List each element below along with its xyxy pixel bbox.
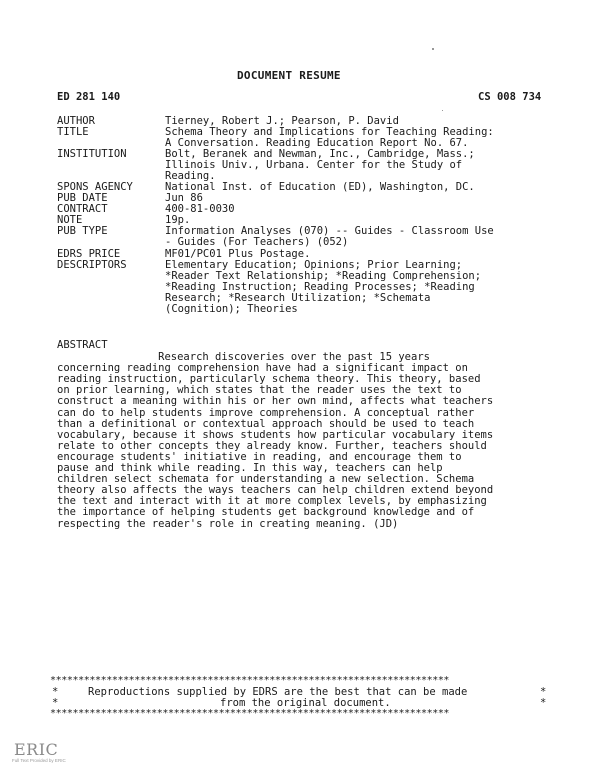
abstract-line: the text and interact with it at more complex levels, by emphasizing [57, 495, 487, 508]
abstract-line: relate to other concepts they already know. Further, teachers should [57, 439, 487, 452]
eric-logo-caption: Full Text Provided by ERIC [12, 758, 66, 763]
abstract-line: Research discoveries over the past 15 years [57, 351, 430, 363]
field-label: NOTE [57, 214, 83, 226]
field-value-line: 400-81-0030 [165, 203, 235, 215]
field-label: PUB TYPE [57, 225, 108, 237]
field-label: CONTRACT [57, 203, 108, 215]
footer-edge-star-left-2: * [52, 697, 59, 709]
ed-number: ED 281 140 [57, 91, 121, 103]
footer-star-line-top: *********************************************************************** [50, 676, 450, 686]
document-title: DOCUMENT RESUME [237, 69, 341, 82]
field-value-line: Schema Theory and Implications for Teaching Reading: [165, 126, 494, 138]
field-value-line: National Inst. of Education (ED), Washington, DC. [165, 181, 475, 193]
abstract-line: vocabulary, because it shows students how particular vocabulary items [57, 428, 494, 441]
abstract-line: pause and think while reading. In this way, teachers can help [57, 462, 443, 474]
field-value-line: (Cognition); Theories [165, 303, 298, 315]
abstract-line: the importance of helping students get background knowledge and of [57, 506, 475, 519]
field-label: INSTITUTION [57, 148, 127, 160]
abstract-line: construct a meaning within his or her own mind, affects what teachers [57, 395, 494, 408]
footer-line-2: from the original document. [220, 697, 391, 709]
footer-edge-star-left-1: * [52, 686, 59, 698]
footer-line-1: Reproductions supplied by EDRS are the best that can be made [88, 686, 468, 698]
abstract-line: concerning reading comprehension have had a significant impact on [57, 362, 468, 375]
abstract-line: encourage students' initiative in reading, and encourage them to [57, 450, 462, 463]
field-value-line: Jun 86 [165, 192, 203, 204]
field-value-line: Bolt, Beranek and Newman, Inc., Cambridge, Mass.; [165, 148, 475, 160]
scan-speck [432, 48, 434, 50]
field-value-line: Information Analyses (070) -- Guides - Classroom Use [165, 225, 494, 237]
field-label: PUB DATE [57, 192, 108, 204]
field-value-line: 19p. [165, 214, 191, 226]
field-value-line: MF01/PC01 Plus Postage. [165, 248, 311, 260]
footer-star-line-bottom: *********************************************************************** [50, 709, 450, 719]
scan-speck [442, 110, 443, 111]
cs-number: CS 008 734 [478, 91, 542, 103]
field-value-line: Illinois Univ., Urbana. Center for the Study of [165, 159, 463, 171]
field-value-line: *Reading Instruction; Reading Processes; *Reading [165, 281, 475, 293]
abstract-line: children select schemata for understanding a new selection. Schema [57, 473, 475, 486]
abstract-line: reading instruction, particularly schema theory. This theory, based [57, 373, 481, 386]
field-label: SPONS AGENCY [57, 181, 133, 193]
footer-edge-star-right-1: * [540, 686, 547, 698]
eric-logo: ERIC [14, 740, 59, 759]
field-value-line: A Conversation. Reading Education Report No. 67. [165, 137, 469, 149]
abstract-line: than a definitional or contextual approach should be used to teach [57, 417, 475, 430]
abstract-line: theory also affects the ways teachers can help children extend beyond [57, 484, 494, 497]
field-label: DESCRIPTORS [57, 259, 127, 271]
footer-edge-star-right-2: * [540, 697, 547, 709]
field-value-line: *Reader Text Relationship; *Reading Comprehension; [165, 270, 482, 282]
field-value-line: Tierney, Robert J.; Pearson, P. David [165, 115, 399, 127]
field-label: TITLE [57, 126, 89, 138]
field-label: AUTHOR [57, 115, 95, 127]
abstract-line: on prior learning, which states that the reader uses the text to [57, 384, 462, 397]
field-value-line: Research; *Research Utilization; *Schemata [165, 292, 431, 304]
field-value-line: Reading. [165, 170, 216, 182]
abstract-line: can do to help students improve comprehension. A conceptual rather [57, 406, 475, 419]
field-value-line: - Guides (For Teachers) (052) [165, 236, 349, 248]
abstract-heading: ABSTRACT [57, 339, 108, 351]
field-value-line: Elementary Education; Opinions; Prior Learning; [165, 259, 463, 271]
field-label: EDRS PRICE [57, 248, 121, 260]
abstract-line: respecting the reader's role in creating meaning. (JD) [57, 517, 399, 530]
